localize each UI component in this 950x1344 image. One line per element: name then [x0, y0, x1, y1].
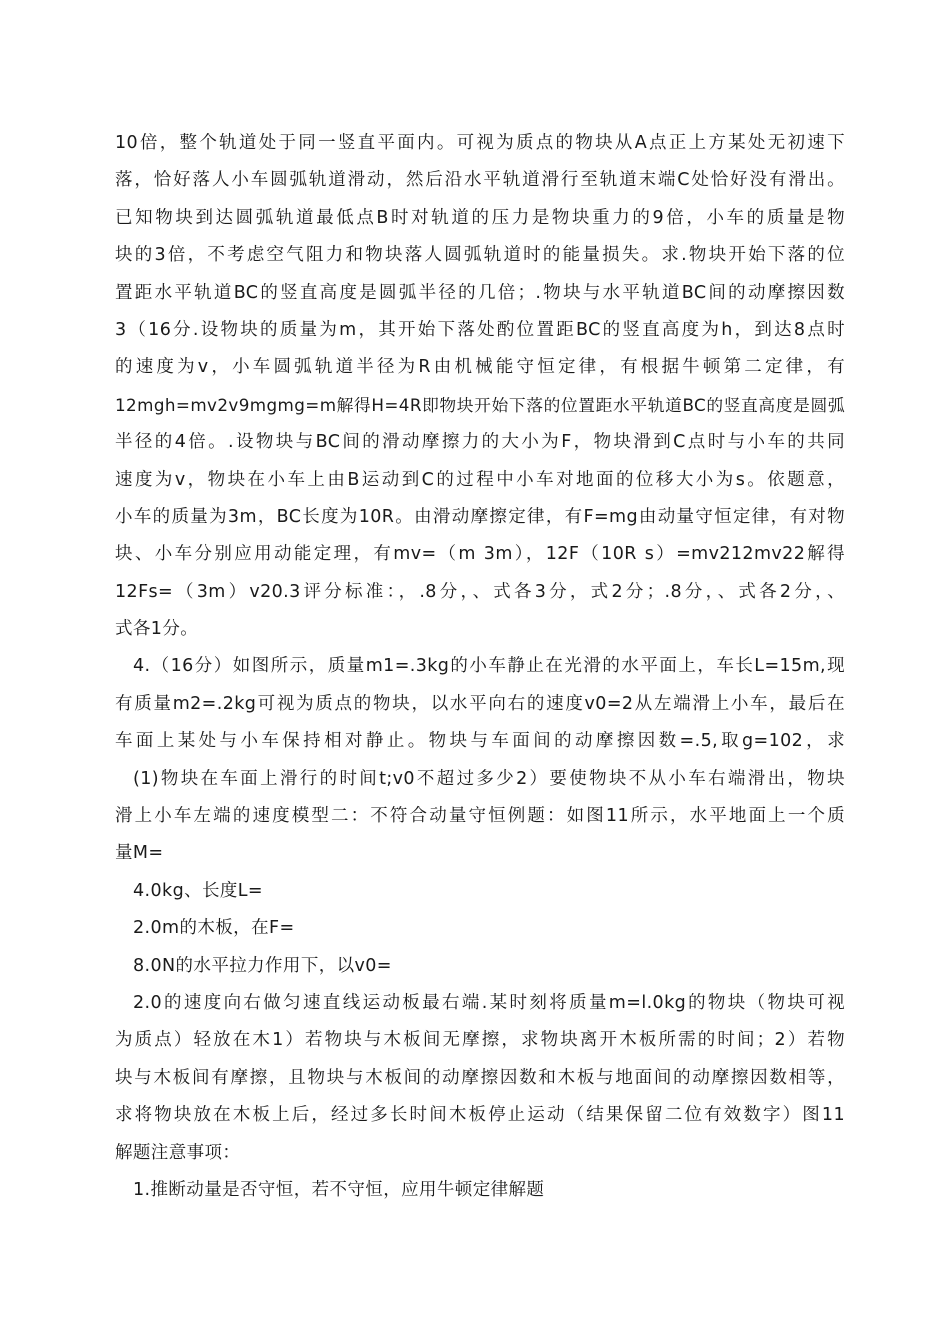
text-line: 已知物块到达圆弧轨道最低点B时对轨道的压力是物块重力的9倍，小车的质量是物 — [115, 207, 845, 228]
text-line: 落，恰好落人小车圆弧轨道滑动，然后沿水平轨道滑行至轨道末端C处恰好没有滑出。 — [115, 170, 845, 191]
text-line: 半径的4倍。.设物块与BC间的滑动摩擦力的大小为F，物块滑到C点时与小车的共同 — [115, 432, 845, 453]
text-line: 1.推断动量是否守恒，若不守恒，应用牛顿定律解题 — [133, 1179, 545, 1200]
text-line: 的速度为v，小车圆弧轨道半径为R由机械能守恒定律，有根据牛顿第二定律，有 — [115, 357, 845, 378]
text-line: 车面上某处与小车保持相对静止。物块与车面间的动摩擦因数=.5,取g=102，求 — [115, 731, 845, 752]
text-line: 12Fs=（3m）v20.3评分标准：，.8分，、式各3分，式2分；.8分，、式各2分，、 — [115, 581, 845, 602]
text-line: 置距水平轨道BC的竖直高度是圆弧半径的几倍；.物块与水平轨道BC间的动摩擦因数 — [115, 282, 845, 303]
text-line: 为质点）轻放在木1）若物块与木板间无摩擦，求物块离开木板所需的时间；2）若物 — [115, 1030, 845, 1051]
text-line: 2.0的速度向右做匀速直线运动板最右端.某时刻将质量m=l.0kg的物块（物块可视 — [133, 992, 845, 1013]
text-line: 式各1分。 — [115, 619, 199, 640]
text-line: 3（16分.设物块的质量为m，其开始下落处酌位置距BC的竖直高度为h，到达8点时 — [115, 319, 845, 340]
text-line: 滑上小车左端的速度模型二：不符合动量守恒例题：如图11所示，水平地面上一个质 — [115, 806, 845, 827]
text-line: 量M= — [115, 843, 164, 864]
text-line: 10倍，整个轨道处于同一竖直平面内。可视为质点的物块从A点正上方某处无初速下 — [115, 133, 845, 153]
text-line: 块、小车分别应用动能定理，有mv=（m 3m），12F（10R s）=mv212mv22解得 — [115, 544, 845, 565]
text-line: 小车的质量为3m，BC长度为10R。由滑动摩擦定律，有F=mg由动量守恒定律，有对物 — [115, 506, 845, 527]
text-line: 解题注意事项： — [115, 1142, 241, 1163]
text-line: 4.（16分）如图所示，质量m1=.3kg的小车静止在光滑的水平面上，车长L=15m,现 — [133, 656, 845, 677]
text-line: 求将物块放在木板上后，经过多长时间木板停止运动（结果保留二位有效数字）图11 — [115, 1105, 845, 1126]
text-line: 有质量m2=.2kg可视为质点的物块，以水平向右的速度v0=2从左端滑上小车，最后在 — [115, 693, 845, 714]
text-line: 2.0m的木板，在F= — [133, 918, 295, 939]
text-line: (1)物块在车面上滑行的时间t;v0不超过多少2）要使物块不从小车右端滑出，物块 — [133, 768, 845, 789]
text-line: 12mgh=mv2v9mgmg=m解得H=4R即物块开始下落的位置距水平轨道BC的竖直高度是圆弧 — [115, 394, 845, 415]
body-text — [115, 125, 845, 1209]
text-line: 4.0kg、长度L= — [133, 880, 263, 901]
text-line: 块与木板间有摩擦，且物块与木板间的动摩擦因数和木板与地面间的动摩擦因数相等， — [115, 1067, 845, 1088]
text-line: 速度为v，物块在小车上由B运动到C的过程中小车对地面的位移大小为s。依题意， — [115, 469, 845, 490]
text-line: 8.0N的水平拉力作用下，以v0= — [133, 955, 392, 976]
text-line: 块的3倍，不考虑空气阻力和物块落人圆弧轨道时的能量损失。求.物块开始下落的位 — [115, 245, 845, 266]
